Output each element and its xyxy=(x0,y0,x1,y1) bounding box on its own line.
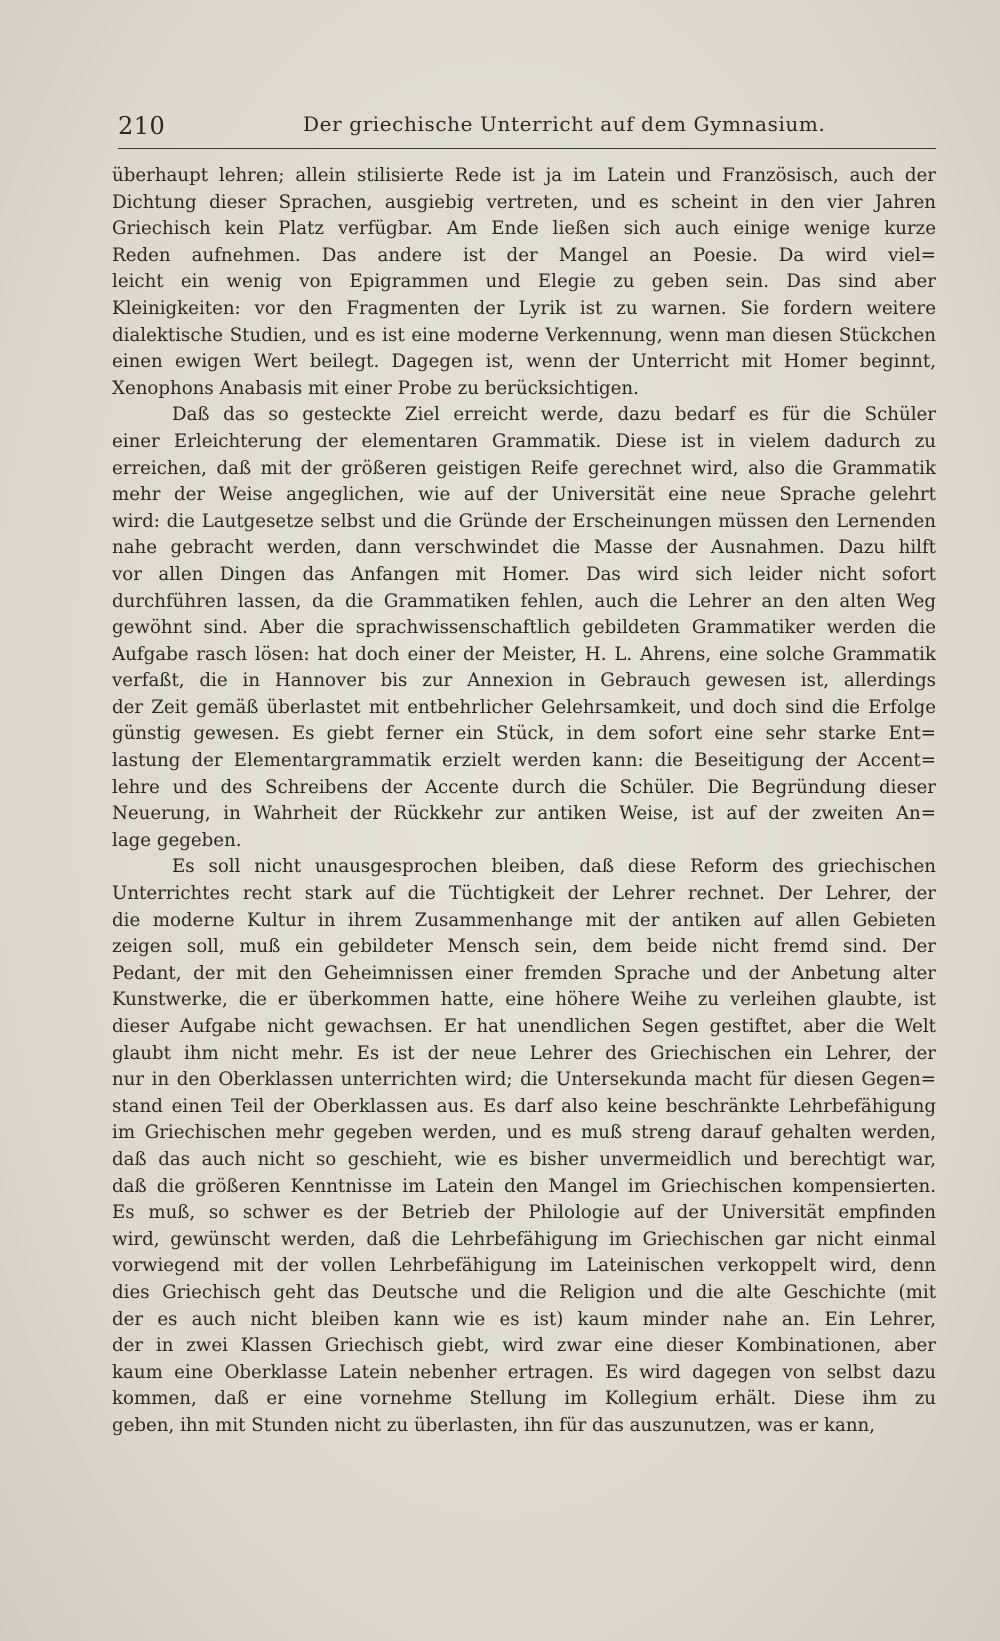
text-line: Unterrichtes recht stark auf die Tüchtigkeit der Lehrer rechnet. Der Lehrer, der xyxy=(112,883,936,905)
text-line: wird, gewünscht werden, daß die Lehrbefähigung im Griechischen gar nicht einmal xyxy=(112,1228,936,1250)
text-line: daß die größeren Kenntnisse im Latein den Mangel im Griechischen kompensierten. xyxy=(112,1175,936,1197)
text-line: geben, ihn mit Stunden nicht zu überlasten, ihn für das auszunutzen, was er kann, xyxy=(112,1414,876,1436)
text-line: Griechisch kein Platz verfügbar. Am Ende ließen sich auch einige wenige kurze xyxy=(112,218,936,240)
text-line: einen ewigen Wert beilegt. Dagegen ist, wenn der Unterricht mit Homer beginnt, xyxy=(112,351,936,373)
text-line: nahe gebracht werden, dann verschwindet die Masse der Ausnahmen. Dazu hilft xyxy=(112,537,936,559)
text-line: Kunstwerke, die er überkommen hatte, eine höhere Weihe zu verleihen glaubte, ist xyxy=(112,989,936,1011)
text-line: vorwiegend mit der vollen Lehrbefähigung im Lateinischen verkoppelt wird, denn xyxy=(112,1255,936,1277)
text-line: der Zeit gemäß überlastet mit entbehrlicher Gelehrsamkeit, und doch sind die Erfolge xyxy=(112,696,936,718)
text-line: glaubt ihm nicht mehr. Es ist der neue Lehrer des Griechischen ein Lehrer, der xyxy=(112,1042,936,1064)
text-line: zeigen soll, muß ein gebildeter Mensch sein, dem beide nicht fremd sind. Der xyxy=(112,936,936,958)
text-line: gewöhnt sind. Aber die sprachwissenschaftlich gebildeten Grammatiker werden die xyxy=(112,617,936,639)
text-line: dialektische Studien, und es ist eine moderne Verkennung, wenn man diesen Stückchen xyxy=(112,324,936,346)
text-line: die moderne Kultur in ihrem Zusammenhange mit der antiken auf allen Gebieten xyxy=(112,909,936,931)
text-line: verfaßt, die in Hannover bis zur Annexion in Gebrauch gewesen ist, allerdings xyxy=(112,670,936,692)
text-line: günstig gewesen. Es giebt ferner ein Stück, in dem sofort eine sehr starke Ent= xyxy=(112,723,936,745)
text-line: vor allen Dingen das Anfangen mit Homer. Das wird sich leider nicht sofort xyxy=(112,563,936,585)
text-line: daß das auch nicht so geschieht, wie es bisher unvermeidlich und berechtigt war, xyxy=(112,1148,936,1170)
text-line: Kleinigkeiten: vor den Fragmenten der Lyrik ist zu warnen. Sie fordern weitere xyxy=(112,297,936,319)
page-header xyxy=(118,108,936,149)
paragraph xyxy=(112,854,936,1439)
text-line: Es muß, so schwer es der Betrieb der Philologie auf der Universität empfinden xyxy=(112,1202,936,1224)
text-line: Es soll nicht unausgesprochen bleiben, daß diese Reform des griechischen xyxy=(172,856,936,878)
text-line: nur in den Oberklassen unterrichten wird; die Untersekunda macht für diesen Gegen= xyxy=(112,1069,936,1091)
page-number: 210 xyxy=(118,112,166,140)
text-line: lage gegeben. xyxy=(112,829,242,851)
text-line: kommen, daß er eine vornehme Stellung im Kollegium erhält. Diese ihm zu xyxy=(112,1388,936,1410)
text-line: leicht ein wenig von Epigrammen und Elegie zu geben sein. Das sind aber xyxy=(112,271,936,293)
paragraph xyxy=(112,163,936,402)
text-line: Neuerung, in Wahrheit der Rückkehr zur antiken Weise, ist auf der zweiten An= xyxy=(112,803,936,825)
text-line: durchführen lassen, da die Grammatiken fehlen, auch die Lehrer an den alten Weg xyxy=(112,590,936,612)
text-line: lehre und des Schreibens der Accente durch die Schüler. Die Begründung dieser xyxy=(112,776,936,798)
text-line: der es auch nicht bleiben kann wie es ist) kaum minder nahe an. Ein Lehrer, xyxy=(112,1308,936,1330)
text-line: der in zwei Klassen Griechisch giebt, wird zwar eine dieser Kombinationen, aber xyxy=(112,1335,936,1357)
text-line: kaum eine Oberklasse Latein nebenher ertragen. Es wird dagegen von selbst dazu xyxy=(112,1361,936,1383)
text-line: Aufgabe rasch lösen: hat doch einer der Meister, H. L. Ahrens, eine solche Grammatik xyxy=(112,643,936,665)
running-title: Der griechische Unterricht auf dem Gymnasium. xyxy=(303,112,826,136)
text-line: mehr der Weise angeglichen, wie auf der Universität eine neue Sprache gelehrt xyxy=(112,484,936,506)
text-line: erreichen, daß mit der größeren geistigen Reife gerechnet wird, also die Grammatik xyxy=(112,457,936,479)
text-line: Xenophons Anabasis mit einer Probe zu berücksichtigen. xyxy=(112,377,639,399)
text-line: überhaupt lehren; allein stilisierte Rede ist ja im Latein und Französisch, auch der xyxy=(112,165,936,186)
text-line: Daß das so gesteckte Ziel erreicht werde, dazu bedarf es für die Schüler xyxy=(172,404,936,426)
text-line: im Griechischen mehr gegeben werden, und es muß streng darauf gehalten werden, xyxy=(112,1122,936,1144)
text-line: einer Erleichterung der elementaren Grammatik. Diese ist in vielem dadurch zu xyxy=(112,430,936,452)
text-line: Pedant, der mit den Geheimnissen einer fremden Sprache und der Anbetung alter xyxy=(112,962,936,984)
text-line: lastung der Elementargrammatik erzielt werden kann: die Beseitigung der Accent= xyxy=(112,750,936,772)
body-text xyxy=(112,163,936,1440)
text-line: Reden aufnehmen. Das andere ist der Mangel an Poesie. Da wird viel= xyxy=(112,244,936,266)
text-line: stand einen Teil der Oberklassen aus. Es darf also keine beschränkte Lehrbefähigung xyxy=(112,1095,936,1117)
text-line: dies Griechisch geht das Deutsche und die Religion und die alte Geschichte (mit xyxy=(112,1281,936,1303)
text-line: Dichtung dieser Sprachen, ausgiebig vertreten, und es scheint in den vier Jahren xyxy=(112,191,936,213)
text-line: wird: die Lautgesetze selbst und die Gründe der Erscheinungen müssen den Lernenden xyxy=(112,510,936,532)
text-line: dieser Aufgabe nicht gewachsen. Er hat unendlichen Segen gestiftet, aber die Welt xyxy=(112,1016,936,1037)
paragraph xyxy=(112,402,936,854)
